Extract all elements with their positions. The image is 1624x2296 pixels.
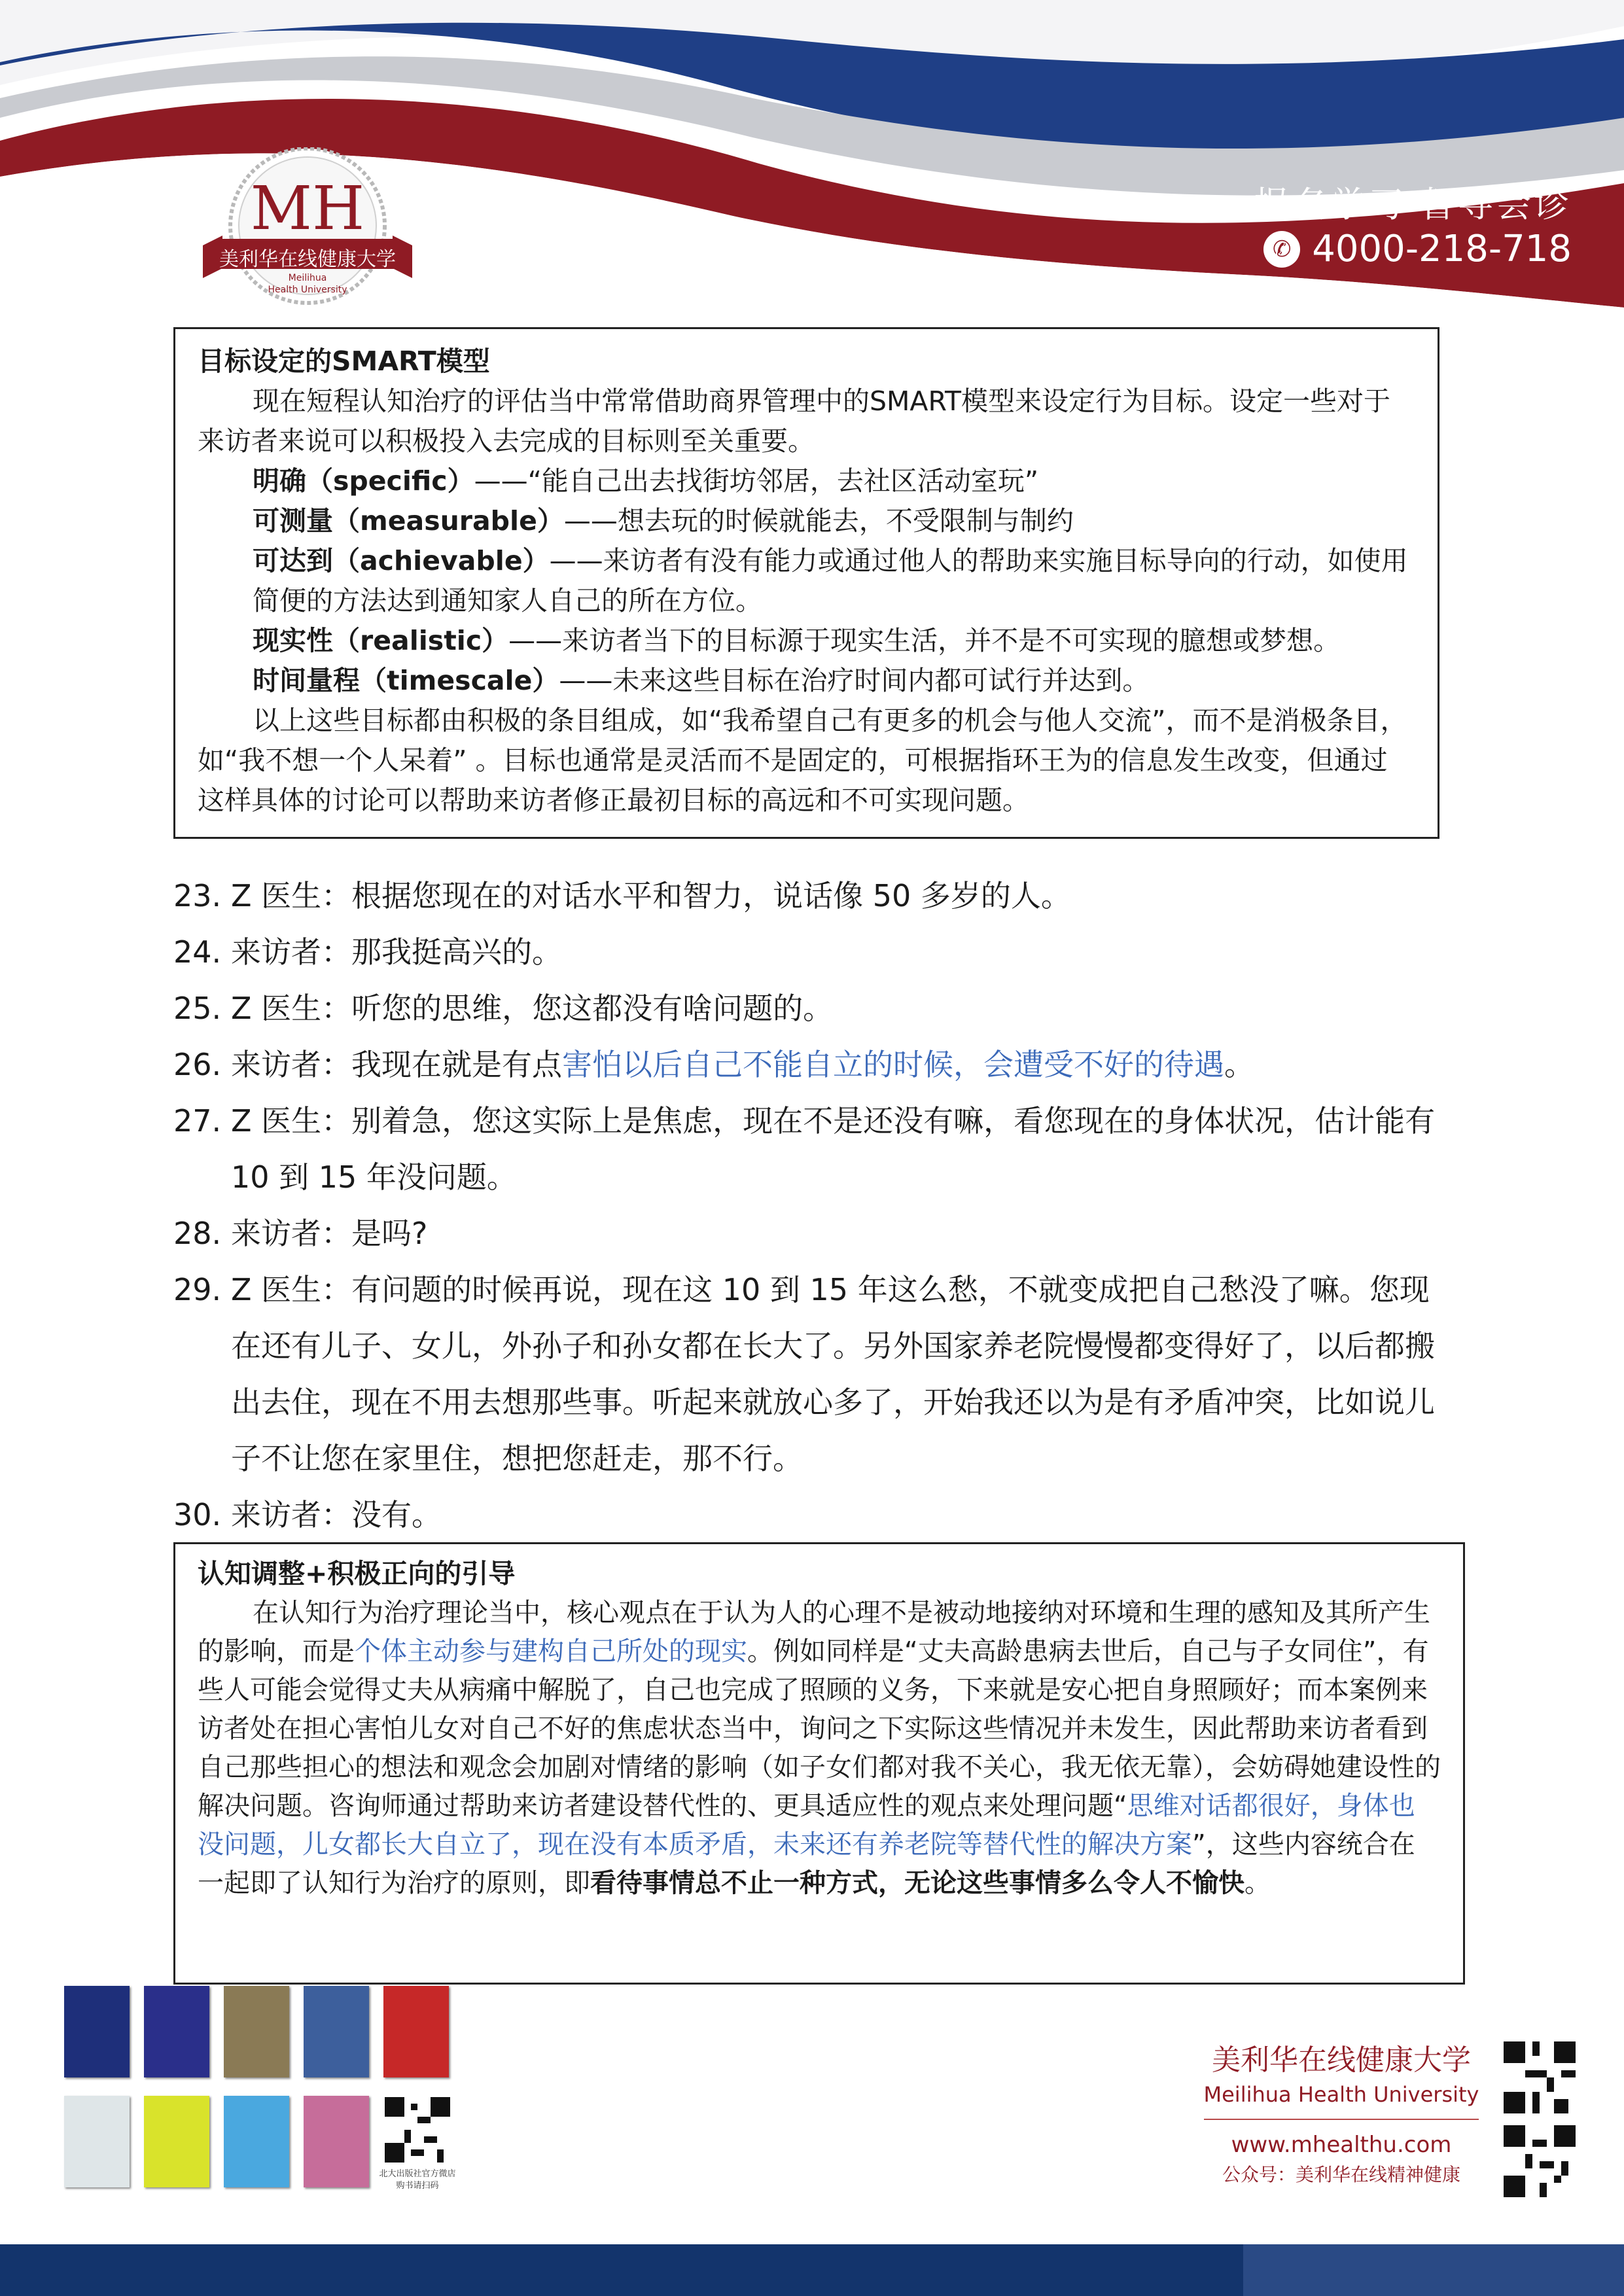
line-number: 28. — [173, 1216, 222, 1251]
book-cover[interactable] — [144, 1986, 209, 2077]
phone-icon: ✆ — [1263, 231, 1300, 268]
book-shop-caption: 北大出版社官方微店 — [379, 2169, 456, 2179]
brand-english-name: Meilihua Health University — [1203, 2082, 1479, 2107]
dialogue-line — [173, 868, 1456, 924]
body-highlight: 个体主动参与建构自己所处的现实 — [355, 1636, 747, 1667]
line-text-plain: 来访者：我现在就是有点 — [231, 1047, 562, 1082]
body-emphasis: 看待事情总不止一种方式，无论这些事情多么令人不愉快 — [590, 1868, 1244, 1898]
body-highlight: 思维对话都很好，身体也没问题，儿女都长大自立了，现在没有本质矛盾，未来还有养老院等替代性的解决方案 — [198, 1791, 1415, 1860]
line-number: 27. — [173, 1103, 222, 1139]
line-text: 来访者：是吗? — [231, 1216, 428, 1251]
dialogue-line — [173, 1262, 1456, 1487]
smart-term: 现实性（realistic） — [253, 625, 509, 656]
qr-code-icon — [385, 2097, 450, 2163]
smart-term: 明确（specific） — [253, 465, 474, 497]
book-cover[interactable] — [224, 1986, 289, 2077]
line-text: Z 医生：根据您现在的对话水平和智力，说话像 50 多岁的人。 — [231, 878, 1071, 913]
line-text: 来访者：那我挺高兴的。 — [231, 934, 562, 970]
cognitive-box-body — [198, 1594, 1441, 1903]
book-shop-qr-code[interactable] — [385, 2097, 450, 2163]
cognitive-guidance-box — [173, 1542, 1465, 1985]
book-cover[interactable] — [144, 2096, 209, 2187]
smart-term: 时间量程（timescale） — [253, 665, 559, 696]
line-text-highlight: 害怕以后自己不能自立的时候，会遭受不好的待遇 — [562, 1047, 1224, 1082]
dialogue-line — [173, 1487, 1456, 1543]
book-cover[interactable] — [304, 2096, 369, 2187]
body-text: 。 — [1244, 1868, 1271, 1898]
book-cover[interactable] — [64, 2096, 130, 2187]
book-cover[interactable] — [64, 1986, 130, 2077]
line-text — [231, 1036, 1456, 1093]
smart-model-box — [173, 327, 1439, 839]
logo-chinese-name: 美利华在线健康大学 — [219, 248, 396, 271]
cognitive-box-title: 认知调整+积极正向的引导 — [198, 1558, 516, 1589]
smart-desc: ——来访者有没有能力或通过他人的帮助来实施目标导向的行动，如使用简便的方法达到通知家人自己的所在方位。 — [253, 545, 1408, 616]
brand-chinese-name: 美利华在线健康大学 — [1212, 2043, 1471, 2077]
line-text: Z 医生：别着急，您这实际上是焦虑，现在不是还没有嘛，看您现在的身体状况，估计能有 10 到 15 年没问题。 — [231, 1103, 1436, 1195]
footer-brand-block — [1197, 2041, 1485, 2189]
university-logo — [196, 147, 419, 311]
logo-english-line-1: Meilihua — [288, 273, 327, 283]
dialogue-list — [173, 868, 1456, 1543]
brand-wechat-account: 公众号：美利华在线精神健康 — [1222, 2164, 1460, 2185]
website-qr-code[interactable] — [1504, 2041, 1576, 2113]
smart-closing: 以上这些目标都由积极的条目组成，如“我希望自己有更多的机会与他人交流”，而不是消极条目，如“我不想一个人呆着” 。目标也通常是灵活而不是固定的，可根据指环王为的信息发生改变，但通过这样具体的讨论可以帮助来访者修正最初目标的高远和不可实现问题。 — [198, 705, 1407, 816]
line-number: 23. — [173, 878, 222, 913]
header-tagline: 报名学习 督导会诊 — [1254, 184, 1572, 225]
smart-item-specific — [198, 461, 1414, 501]
smart-term: 可测量（measurable） — [253, 505, 564, 537]
line-text: Z 医生：有问题的时候再说，现在这 10 到 15 年这么愁，不就变成把自己愁没了嘛。您现在还有儿子、女儿，外孙子和孙女都在长大了。另外国家养老院慢慢都变得好了，以后都搬出去住，现在不用去想那些事。听起来就放心多了，开始我还以为是有矛盾冲突，比如说儿子不让您在家里住，想把您赶走，那不行。 — [231, 1272, 1435, 1476]
footer-band-accent — [1243, 2244, 1624, 2296]
smart-item-measurable — [198, 501, 1414, 541]
dialogue-line — [173, 1205, 1456, 1262]
body-text: 在认知行为治疗理论当中，核心观点在于认为人的心理不是被动地接纳对环境和生理的感知及其所产生的影响，而是 — [198, 1598, 1430, 1667]
smart-item-timescale — [198, 661, 1414, 701]
dialogue-line — [173, 924, 1456, 980]
qr-code-icon — [1504, 2125, 1576, 2197]
wechat-qr-code[interactable] — [1504, 2125, 1576, 2197]
smart-item-achievable — [198, 541, 1414, 621]
body-text: ”，这些内容统合在一起即了认知行为治疗的原则，即 — [198, 1829, 1415, 1898]
line-number: 26. — [173, 1047, 222, 1082]
smart-desc: ——未来这些目标在治疗时间内都可试行并达到。 — [559, 665, 1150, 696]
book-shop-caption: 购书请扫码 — [396, 2181, 439, 2191]
line-text: Z 医生：听您的思维，您这都没有啥问题的。 — [231, 991, 834, 1026]
line-number: 30. — [173, 1497, 222, 1532]
smart-box-title: 目标设定的SMART模型 — [198, 345, 490, 377]
line-text-tail: 。 — [1224, 1047, 1254, 1082]
logo-mark: MH — [250, 173, 365, 243]
line-text: 来访者：没有。 — [231, 1497, 442, 1532]
logo-english-line-2: Health University — [268, 285, 347, 295]
book-cover[interactable] — [304, 1986, 369, 2077]
dialogue-line — [173, 1036, 1456, 1093]
brand-website-link[interactable]: www.mhealthu.com — [1231, 2132, 1452, 2158]
header-phone[interactable] — [1263, 228, 1572, 270]
book-cover[interactable] — [224, 2096, 289, 2187]
phone-number: 4000-218-718 — [1312, 228, 1572, 270]
line-number: 24. — [173, 934, 222, 970]
line-number: 25. — [173, 991, 222, 1026]
dialogue-line — [173, 1093, 1456, 1205]
line-number: 29. — [173, 1272, 222, 1307]
smart-desc: ——“能自己出去找街坊邻居，去社区活动室玩” — [474, 465, 1039, 497]
smart-desc: ——来访者当下的目标源于现实生活，并不是不可实现的臆想或梦想。 — [508, 625, 1341, 656]
qr-code-icon — [1504, 2041, 1576, 2113]
dialogue-line — [173, 980, 1456, 1036]
smart-term: 可达到（achievable） — [253, 545, 550, 576]
smart-intro: 现在短程认知治疗的评估当中常常借助商界管理中的SMART模型来设定行为目标。设定一些对于来访者来说可以积极投入去完成的目标则至关重要。 — [198, 385, 1390, 457]
body-text: 。例如同样是“丈夫高龄患病去世后，自己与子女同住”，有些人可能会觉得丈夫从病痛中解脱了，自己也完成了照顾的义务，下来就是安心把自身照顾好；而本案例来访者处在担心害怕儿女对自己不好的焦虑状态当中，询问之下实际这些情况并未发生，因此帮助来访者看到自己那些担心的想法和观念会加剧对情绪的影响（如子女们都对我不关心，我无依无靠），会妨碍她建设性的解决问题。咨询师通过帮助来访者建设替代性的、更具适应性的观点来处理问题“ — [198, 1636, 1441, 1821]
smart-item-realistic — [198, 621, 1414, 661]
brand-divider — [1204, 2119, 1479, 2120]
book-covers-group[interactable] — [64, 1986, 470, 2195]
smart-desc: ——想去玩的时候就能去，不受限制与制约 — [563, 505, 1074, 537]
book-cover[interactable] — [383, 1986, 449, 2077]
